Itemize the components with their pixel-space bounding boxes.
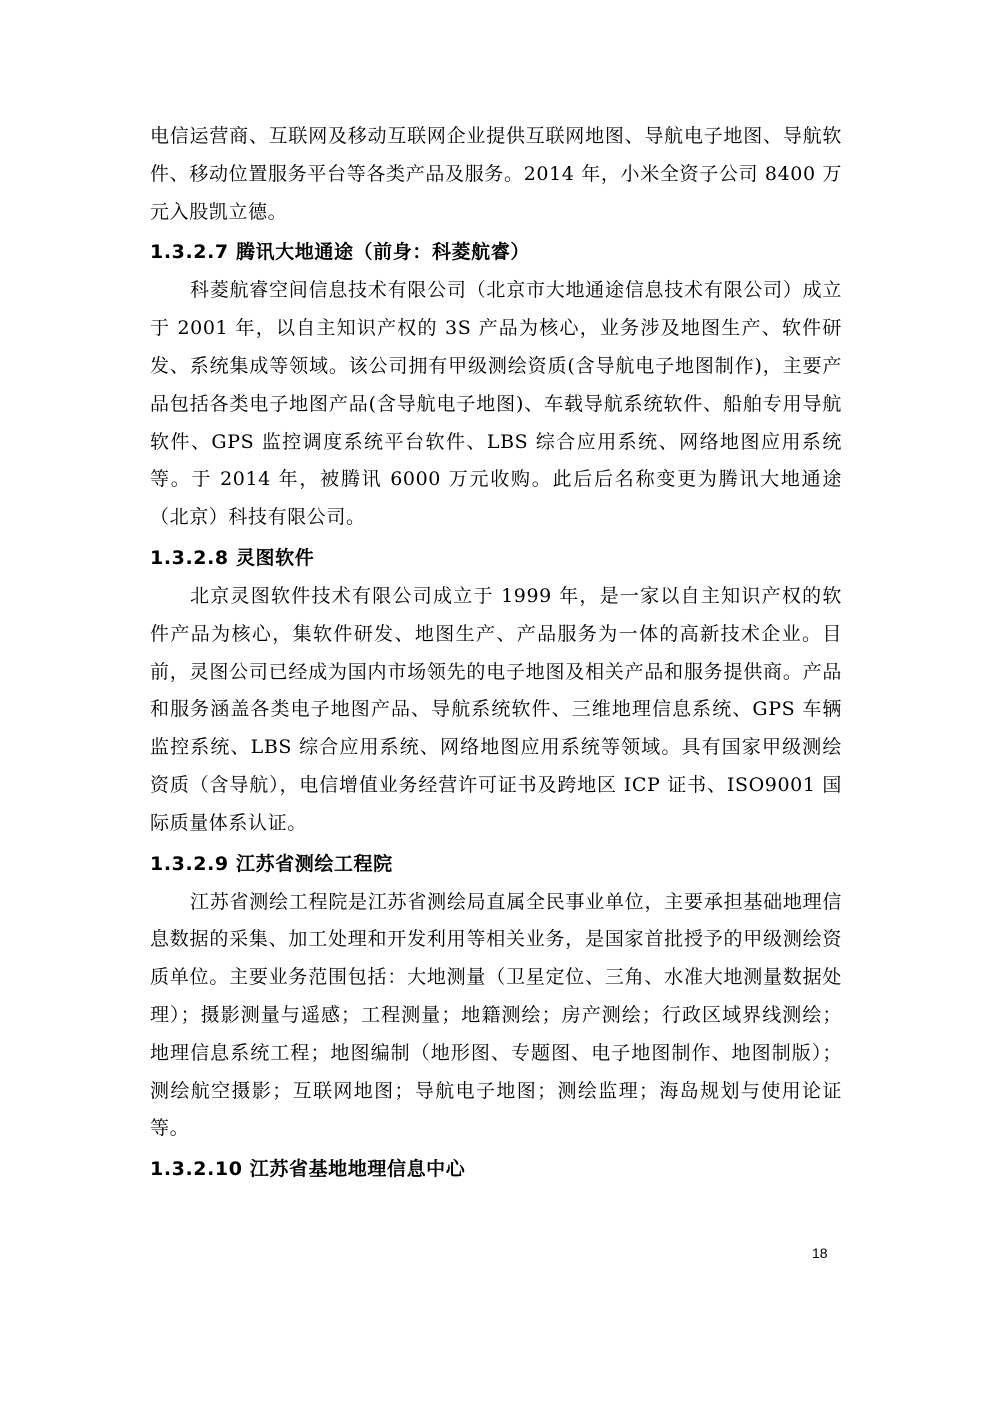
section-body-1-3-2-8: 北京灵图软件技术有限公司成立于 1999 年，是一家以自主知识产权的软件产品为核心，集软件研发、地图生产、产品服务为一体的高新技术企业。目前，灵图公司已经成为国内市场领先的电子地图及相关产品和服务提供商。产品和服务涵盖各类电子地图产品、导航系统软件、三维地理信息系统、GPS 车辆监控系统、LBS 综合应用系统、网络地图应用系统等领域。具有国家甲级测绘资质（含导航），电信增值业务经营许可证书及跨地区 ICP 证书、ISO9001 国际质量体系认证。	[150, 584, 842, 834]
page-number: 18	[812, 1245, 828, 1261]
intro-paragraph: 电信运营商、互联网及移动互联网企业提供互联网地图、导航电子地图、导航软件、移动位置服务平台等各类产品及服务。2014 年，小米全资子公司 8400 万元入股凯立德。	[150, 125, 842, 223]
section-body-1-3-2-7: 科菱航睿空间信息技术有限公司（北京市大地通途信息技术有限公司）成立于 2001 年，以自主知识产权的 3S 产品为核心，业务涉及地图生产、软件研发、系统集成等领域。该公司拥有甲级测绘资质(含导航电子地图制作)，主要产品包括各类电子地图产品(含导航电子地图)、车载导航系统软件、船舶专用导航软件、GPS 监控调度系统平台软件、LBS 综合应用系统、网络地图应用系统等。于 2014 年，被腾讯 6000 万元收购。此后后名称变更为腾讯大地通途（北京）科技有限公司。	[150, 279, 842, 529]
section-body-1-3-2-9: 江苏省测绘工程院是江苏省测绘局直属全民事业单位，主要承担基础地理信息数据的采集、加工处理和开发利用等相关业务，是国家首批授予的甲级测绘资质单位。主要业务范围包括：大地测量（卫星定位、三角、水准大地测量数据处理）；摄影测量与遥感；工程测量；地籍测绘；房产测绘；行政区域界线测绘；地理信息系统工程；地图编制（地形图、专题图、电子地图制作、地图制版）；测绘航空摄影；互联网地图；导航电子地图；测绘监理；海岛规划与使用论证等。	[150, 890, 842, 1140]
section-heading-1-3-2-10: 1.3.2.10 江苏省基地地理信息中心	[150, 1158, 466, 1181]
section-heading-1-3-2-9: 1.3.2.9 江苏省测绘工程院	[150, 852, 393, 875]
section-heading-1-3-2-7: 1.3.2.7 腾讯大地通途（前身：科菱航睿）	[150, 241, 530, 264]
section-heading-1-3-2-8: 1.3.2.8 灵图软件	[150, 546, 315, 569]
document-page	[150, 118, 842, 1189]
